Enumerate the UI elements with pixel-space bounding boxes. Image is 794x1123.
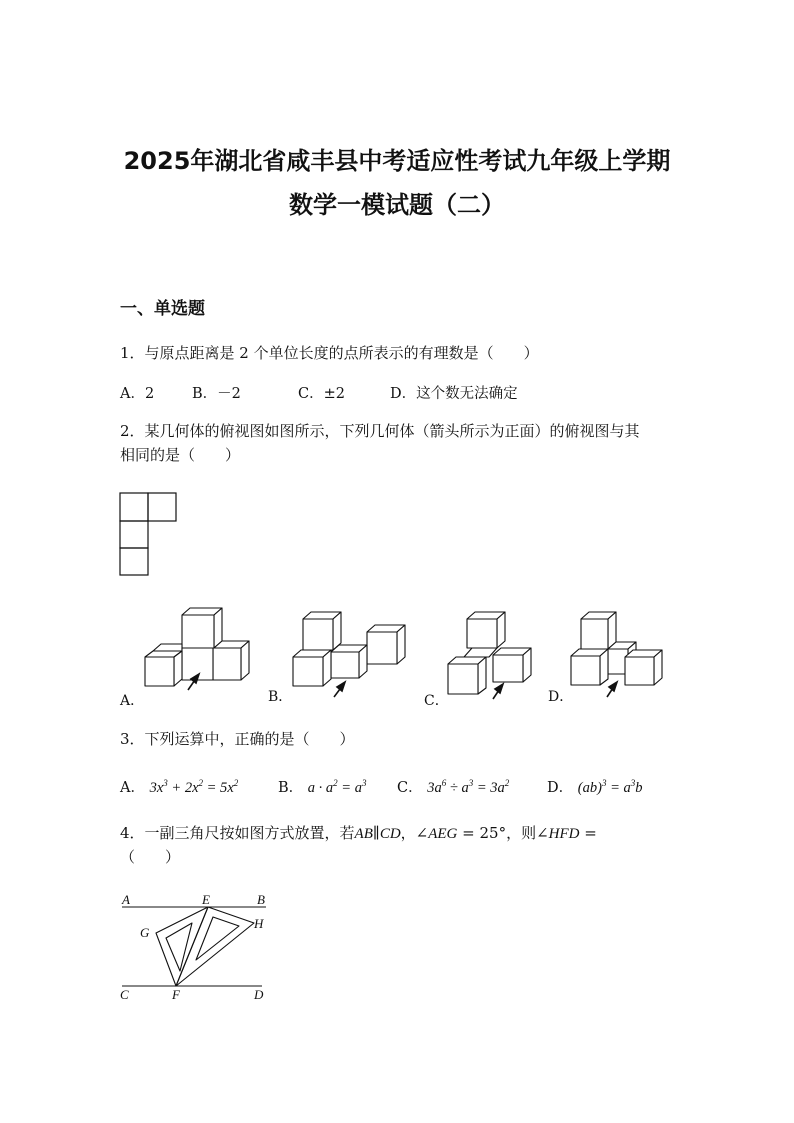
q3-option-a-label: A．: [120, 780, 145, 796]
q4-stem-line-1: 4．一副三角尺按如图方式放置，若AB∥CD，∠AEG = 25°，则∠HFD =: [120, 824, 597, 842]
q1-option-a[interactable]: A．2: [120, 386, 155, 402]
q4-stem-line-2: （ ）: [120, 848, 181, 866]
label-F: F: [172, 987, 180, 1002]
label-G: G: [140, 925, 150, 940]
q3-option-b-label: B．: [278, 780, 304, 796]
q3-option-a[interactable]: [120, 776, 238, 797]
q2-stem-line-2: 相同的是（ ）: [120, 446, 241, 464]
q2-stem-line-1: 2．某几何体的俯视图如图所示，下列几何体（箭头所示为正面）的俯视图与其: [120, 422, 640, 440]
q4-stem-prefix: 4．一副三角尺按如图方式放置，若: [120, 824, 355, 842]
q3-option-d-expr: $(ab)^3 = a^3b$: [577, 778, 643, 796]
q1-option-d[interactable]: D．这个数无法确定: [390, 386, 518, 402]
q2-option-d-label[interactable]: D．: [548, 689, 574, 705]
q3-option-b-expr: $a \cdot a^2 = a^3$: [307, 778, 367, 796]
q2-option-c-solid: [445, 607, 535, 702]
q2-option-b-label[interactable]: B．: [268, 689, 293, 705]
q2-top-view-figure: [119, 492, 179, 578]
q2-option-a-solid: [142, 607, 252, 692]
label-D: D: [254, 987, 264, 1002]
q2-option-c-label[interactable]: C．: [424, 693, 449, 709]
q2-option-b-solid: [291, 609, 411, 694]
q4-triangle-rulers-figure: [118, 893, 278, 1003]
q1-option-b[interactable]: B．－2: [192, 386, 241, 402]
label-A: A: [122, 892, 130, 907]
q3-stem: 3．下列运算中，正确的是（ ）: [120, 730, 355, 748]
q3-option-b[interactable]: [278, 776, 366, 797]
q3-option-a-expr: $3x^3 + 2x^2 = 5x^2$: [149, 778, 239, 796]
q3-option-c-label: C．: [397, 780, 423, 796]
q3-option-d-label: D．: [547, 780, 574, 796]
q2-option-d-solid: [569, 609, 669, 694]
label-B: B: [257, 892, 265, 907]
q3-option-c[interactable]: [397, 776, 509, 797]
label-E: E: [202, 892, 210, 907]
title-line-2: 数学一模试题（二）: [289, 191, 505, 219]
label-C: C: [120, 987, 129, 1002]
q3-option-c-expr: $3a^6 \div a^3 = 3a^2$: [427, 778, 510, 796]
section-heading: 一、单选题: [120, 299, 205, 319]
q4-stem-condition: AB: [354, 826, 373, 842]
q1-stem: 1．与原点距离是 2 个单位长度的点所表示的有理数是（ ）: [120, 344, 539, 362]
q3-option-d[interactable]: [547, 776, 642, 797]
q2-option-a-label[interactable]: A．: [120, 693, 145, 709]
title-line-1: 2025年湖北省咸丰县中考适应性考试九年级上学期: [123, 147, 671, 175]
label-H: H: [254, 916, 264, 931]
q1-option-c[interactable]: C．±2: [298, 386, 345, 402]
